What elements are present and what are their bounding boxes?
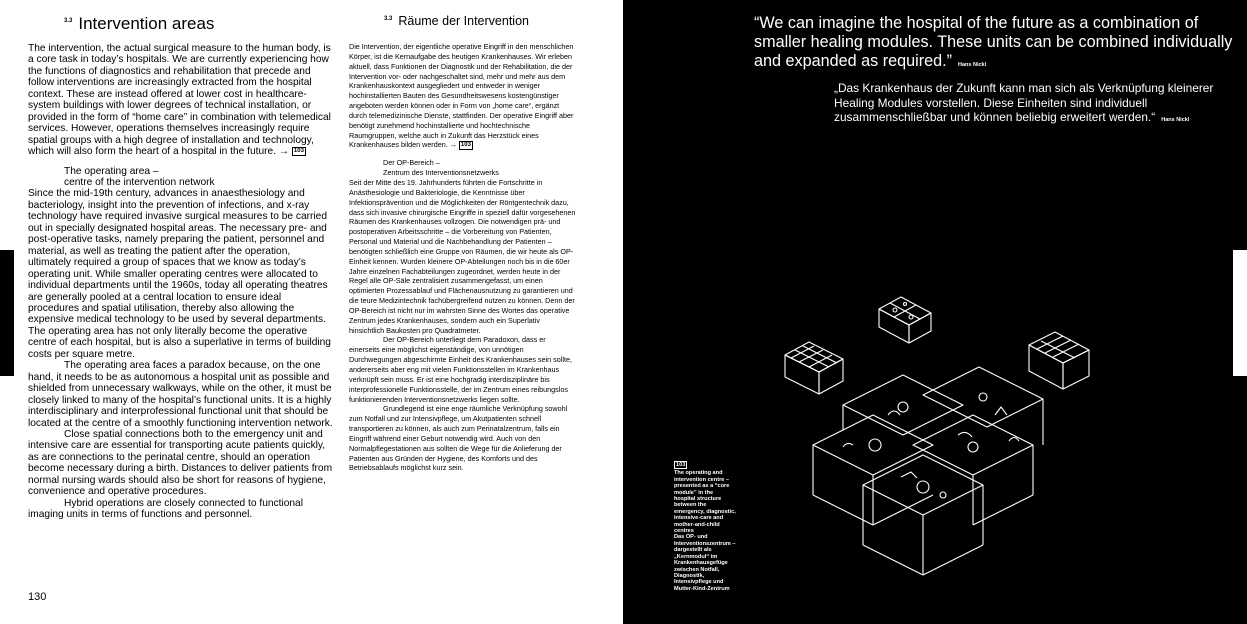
german-title: Räume der Intervention: [398, 14, 529, 28]
german-section-number: 3.3: [384, 15, 393, 22]
german-column: [349, 42, 576, 473]
figure-reference[interactable]: 103: [460, 142, 471, 149]
german-subheading-line: Der OP-Bereich –: [383, 158, 440, 168]
german-paragraph: Seit der Mitte des 19. Jahrhunderts führten die Fortschritte in Anästhesiologie und Bakteriologie, die Kenntnisse über Infektionsprävention und die Möglichkeiten der Röntgentechnik dazu, dass sich invasive chirurgische Eingriffe in speziell dafür vorgesehenen Räumen des Krankenhauses vollzogen. Die notwendigen prä- und postoperativen Arbeitsschritte – die Vorbereitung von Patienten, Personal und Material und die Nachbehandlung der Patienten – benötigten schließlich eine Gruppe von Räumen, die wir heute als OP-Einheit kennen. Wurden kleinere OP-Abteilungen noch bis in die 60er Jahre einzelnen Fachabteilungen zugeordnet, werden heute in der Regel alle OP-Säle zentralisiert zusammengefasst, um einen optimierten Prozessablauf und Flächenausnutzung zu garantieren und die teure Medizintechnik fachübergreifend nutzen zu können. Denn der OP-Bereich ist nicht nur im wahrsten Sinne des Wortes das operative Zentrum jedes Krankenhauses, sondern auch ein Superlativ hinsichtlich Baukosten pro Quadratmeter.: [349, 177, 576, 335]
english-quote: [754, 14, 1234, 75]
english-paragraph: Hybrid operations are closely connected to functional imaging units in terms of functions and personnel.: [28, 497, 303, 521]
english-paragraph-text: The intervention, the actual surgical measure to the human body, is a core task in today’s hospitals. We are currently experiencing how the functions of diagnostics and rehabilitation that precede and follow interventions are increasingly extracted from the hospital context. These are instead offered at lower cost in healthcare-system buildings with lower degrees of technical installation, or provided in the form of “home care” in combination with telemedical services. However, operations themselves increasingly require spatial groups with a high degree of installation and technology, which will also form the heart of a hospital in the future.: [28, 43, 331, 158]
german-quote-text: „Das Krankenhaus der Zukunft kann man sich als Verknüpfung kleinerer Healing Modules vorstellen. Diese Einheiten sind individuell zusammenschließbar und können beliebig erweitert werden.“: [834, 81, 1214, 125]
reference-arrow-icon: →: [278, 146, 290, 158]
english-subheading-line: The operating area –: [64, 165, 159, 177]
english-paragraph: The operating area faces a paradox because, on the one hand, it needs to be as autonomous a hospital unit as possible and shielded from unnecessary walkways, while on the other, it must be closely linked to many of the hospital’s functional units. It is a highly interdisciplinary and interprofessional functional unit that should be located at the centre of a smoothly functioning intervention network.: [28, 360, 333, 429]
english-paragraph: Close spatial connections both to the emergency unit and intensive care are essential for transporting acute patients quickly, as are connections to the perinatal centre, should an operation become necessary during a birth. Distances to deliver patients from normal nursing wards should also be short for reasons of hygiene, convenience and operative procedures.: [28, 428, 333, 498]
modular-hospital-isometric-icon: [783, 295, 1103, 615]
german-paragraph: Grundlegend ist eine enge räumliche Verknüpfung sowohl zum Notfall und zur Intensivpflege, um Akutpatienten schnell transportieren zu können, als auch zum Perinatalzentrum, falls ein Eingriff während einer Geburt notwendig wird. Auch von den Normalpflegestationen aus sollten die Wege für die Anlieferung der Patienten aus Gründen der Hygiene, des Komforts und des Betriebsablaufs möglichst kurz sein.: [349, 404, 568, 473]
english-title: Intervention areas: [78, 14, 215, 33]
german-quote: [834, 81, 1224, 128]
caption-german: Das OP- und Interventionszentrum – dargestellt als „Kernmodul“ im Krankenhausgefüge zwischen Notfall, Diagnostik, Intensivpflege und Mutter-Kind-Zentrum: [674, 534, 736, 592]
english-column: [28, 43, 334, 521]
english-quote-text: “We can imagine the hospital of the future as a combination of smaller healing modules. These units can be combined individually and expanded as required.”: [754, 14, 1233, 70]
spacer: [28, 158, 334, 166]
german-paragraph: Der OP-Bereich unterliegt dem Paradoxon, dass er einerseits eine möglichst eigenständige, von unnötigen Durchwegungen abgeschirmte Einheit des Krankenhauses sein sollte, andererseits aber eng mit vielen Funktionsstellen im Krankenhaus verknüpft sein muss. Er ist eine hochgradig interdisziplinäre bis interprofessionelle Funktionsstelle, der im Zentrum eines reibungslos funktionierenden Interventionsnetzwerks liegen sollte.: [349, 335, 572, 404]
english-heading: [64, 14, 214, 34]
quote-attribution: Hans Nickl: [958, 62, 987, 68]
german-subheading: [349, 158, 576, 178]
spacer: [349, 150, 576, 158]
quote-attribution: Hans Nickl: [1161, 117, 1190, 124]
german-heading: [384, 14, 529, 28]
right-edge-marker: [1233, 250, 1247, 376]
english-paragraph: [28, 43, 334, 158]
english-subheading: [28, 166, 334, 189]
left-edge-marker: [0, 250, 14, 376]
german-subheading-line: Zentrum des Interventionsnetzwerks: [383, 168, 499, 178]
german-paragraph-text: Die Intervention, der eigentliche operative Eingriff in den menschlichen Körper, ist die Kernaufgabe des heutigen Krankenhauses. Wir erleben aktuell, dass Funktionen der Diagnostik und der Rehabilitation, die der Intervention vor- oder nachgeschaltet sind, mehr und mehr aus dem Krankenhauskontext ausgegliedert und entweder in weniger hochinstallierten Bauten des Gesundheitswesens kostengünstiger angeboten werden können oder in Form von „home care“, ergänzt durch telemedizinische Dienste, stattfinden. Der operative Eingriff aber benötigt zunehmend hochinstallierte und hochtechnische Raumgruppen, welche auch in Zukunft das Herzstück eines Krankenhauses bilden werden.: [349, 42, 574, 150]
left-page: [0, 0, 623, 624]
module-top: [879, 297, 931, 343]
figure-caption: [674, 461, 736, 592]
figure-number: 103: [676, 462, 686, 468]
module-left: [785, 342, 843, 394]
english-section-number: 3.3: [64, 18, 73, 25]
figure-reference[interactable]: 103: [293, 147, 304, 154]
english-paragraph: Since the mid-19th century, advances in anaesthesiology and bacteriology, insight into the prevention of infections, and x-ray technology have required invasive surgical measures to be carried out in specially designated hospital areas. The necessary pre- and post-operative tasks, namely preparing the patient, personnel and material, as well as treating the patient after the operation, ultimately required a group of spaces that we know as today’s operating unit. While smaller operating centres were allocated to individual departments until the 1960s, today all operating theatres are generally pooled at a central location to ensure ideal procedures and spatial utilisation, thereby also allowing the expensive medical technology to be used by several departments. The operating area has not only literally become the operative centre of each hospital, but is also a superlative in terms of building costs per square metre.: [28, 188, 331, 360]
module-right: [1029, 332, 1089, 389]
caption-english: The operating and intervention centre – presented as a “core module” in the hospital structure between the emergency, diagnostic, intensive-care and mother-and-child centres: [674, 470, 736, 535]
german-paragraph: [349, 42, 576, 150]
page-number: 130: [28, 591, 47, 603]
right-page: [623, 0, 1247, 624]
english-subheading-line: centre of the intervention network: [64, 176, 215, 188]
reference-arrow-icon: →: [449, 140, 457, 150]
module-core: [813, 367, 1043, 575]
